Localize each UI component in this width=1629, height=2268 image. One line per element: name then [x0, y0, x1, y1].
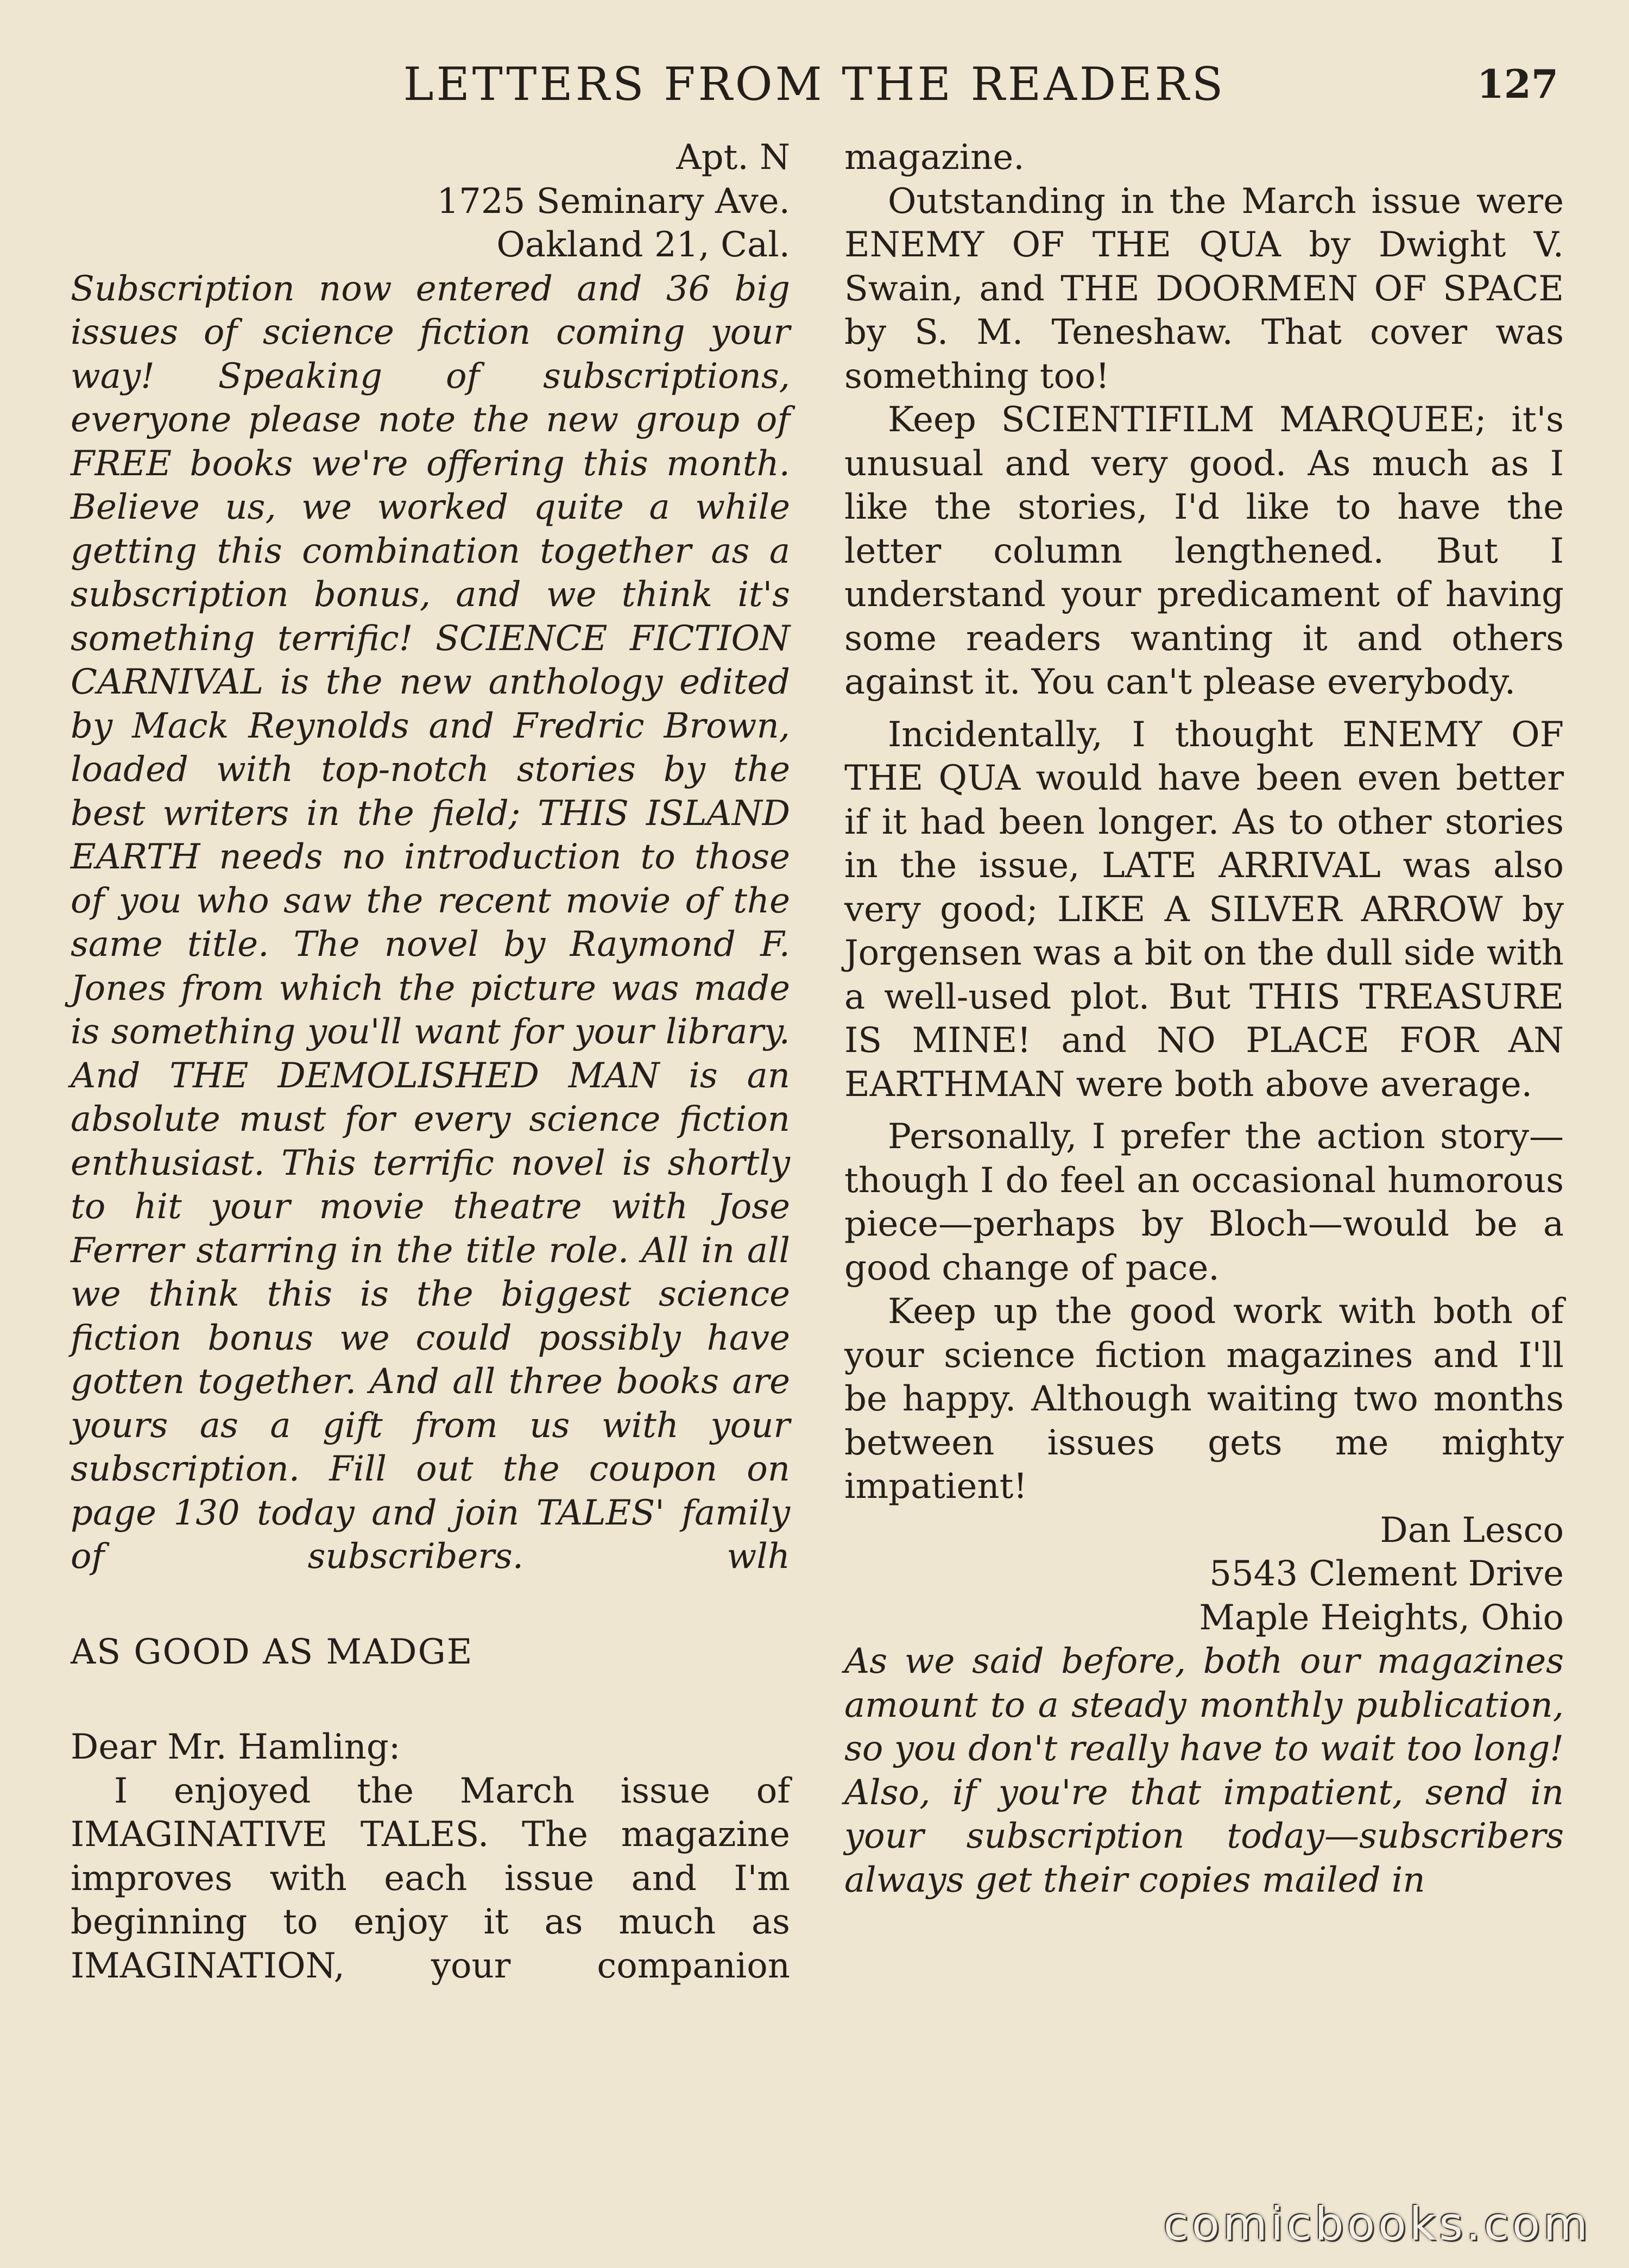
page-title: LETTERS FROM THE READERS — [403, 58, 1226, 111]
running-head — [65, 52, 1564, 117]
letter-continuation: magazine. — [844, 137, 1025, 178]
editor-reply: As we said before, both our magazines amount to a steady monthly publication, so you don't really have to wait too long! Also, if you're that impatient, send in your subscription today—subscribers always get their copies mailed in — [844, 1641, 1564, 1900]
letter-heading: AS GOOD AS MADGE — [71, 1631, 473, 1672]
address-line: Apt. N — [676, 137, 790, 178]
signature-line: Maple Heights, Ohio — [1199, 1597, 1564, 1638]
page-number: 127 — [1476, 61, 1558, 107]
letter-paragraph: Keep up the good work with both of your science fiction magazines and I'll be happy. Although waiting two months between issues gets me mighty impatient! — [844, 1292, 1564, 1507]
right-column — [844, 136, 1564, 1902]
salutation: Dear Mr. Hamling: — [71, 1727, 401, 1767]
editor-reply — [71, 267, 790, 1579]
letter-paragraph: Keep SCIENTIFILM MARQUEE; it's unusual and very good. As much as I like the stories, I'd like to have the letter column lengthened. But I understand your predicament of having some readers wanting it and others against it. You can't please everybody. — [844, 400, 1564, 702]
editor-reply-text: Subscription now entered and 36 big issues of science fiction coming your way! Speaking of subscriptions, everyone please note the new group of FREE books we're offering this month. Believe us, we worked quite a while getting this combination together as a subscription bonus, and we think it's something terrific! SCIENCE FICTION CARNIVAL is the new anthology edited by Mack Reynolds and Fredric Brown, loaded with top-notch stories by the best writers in the field; THIS ISLAND EARTH needs no introduction to those of you who saw the recent movie of the same title. The novel by Raymond F. Jones from which the picture was made is something you'll want for your library. And THE DEMOLISHED MAN is an absolute must for every science fiction enthusiast. This terrific novel is shortly to hit your movie theatre with Jose Ferrer starring in the title role. All in all we think this is the biggest science fiction bonus we could possibly have gotten together. And all three books are yours as a gift from us with your subscription. Fill out the coupon on page 130 today and join TALES' family of subscribers. — [71, 268, 790, 1577]
letter-paragraph: Outstanding in the March issue were ENEMY OF THE QUA by Dwight V. Swain, and THE DOORMEN OF SPACE by S. M. Teneshaw. That cover was something too! — [844, 181, 1564, 396]
address-line: 1725 Seminary Ave. — [437, 181, 790, 222]
letter-paragraph: I enjoyed the March issue of IMAGINATIVE TALES. The magazine improves with each issue and I'm beginning to enjoy it as much as IMAGINATION, your companion — [71, 1771, 790, 1986]
letter-paragraph: Incidentally, I thought ENEMY OF THE QUA would have been even better if it had been longer. As to other stories in the issue, LATE ARRIVAL was also very good; LIKE A SILVER ARROW by Jorgensen was a bit on the dull side with a well-used plot. But THIS TREASURE IS MINE! and NO PLACE FOR AN EARTHMAN were both above average. — [844, 714, 1564, 1105]
left-column — [71, 136, 790, 1988]
signature-line: 5543 Clement Drive — [1209, 1554, 1564, 1594]
watermark: comicbooks.com — [1163, 2197, 1591, 2251]
address-line: Oakland 21, Cal. — [496, 225, 790, 265]
letter-paragraph: Personally, I prefer the action story—though I do feel an occasional humorous piece—perhaps by Bloch—would be a good change of pace. — [844, 1117, 1564, 1288]
signature-line: Dan Lesco — [1380, 1510, 1564, 1551]
editor-initials: wlh — [727, 1536, 790, 1577]
